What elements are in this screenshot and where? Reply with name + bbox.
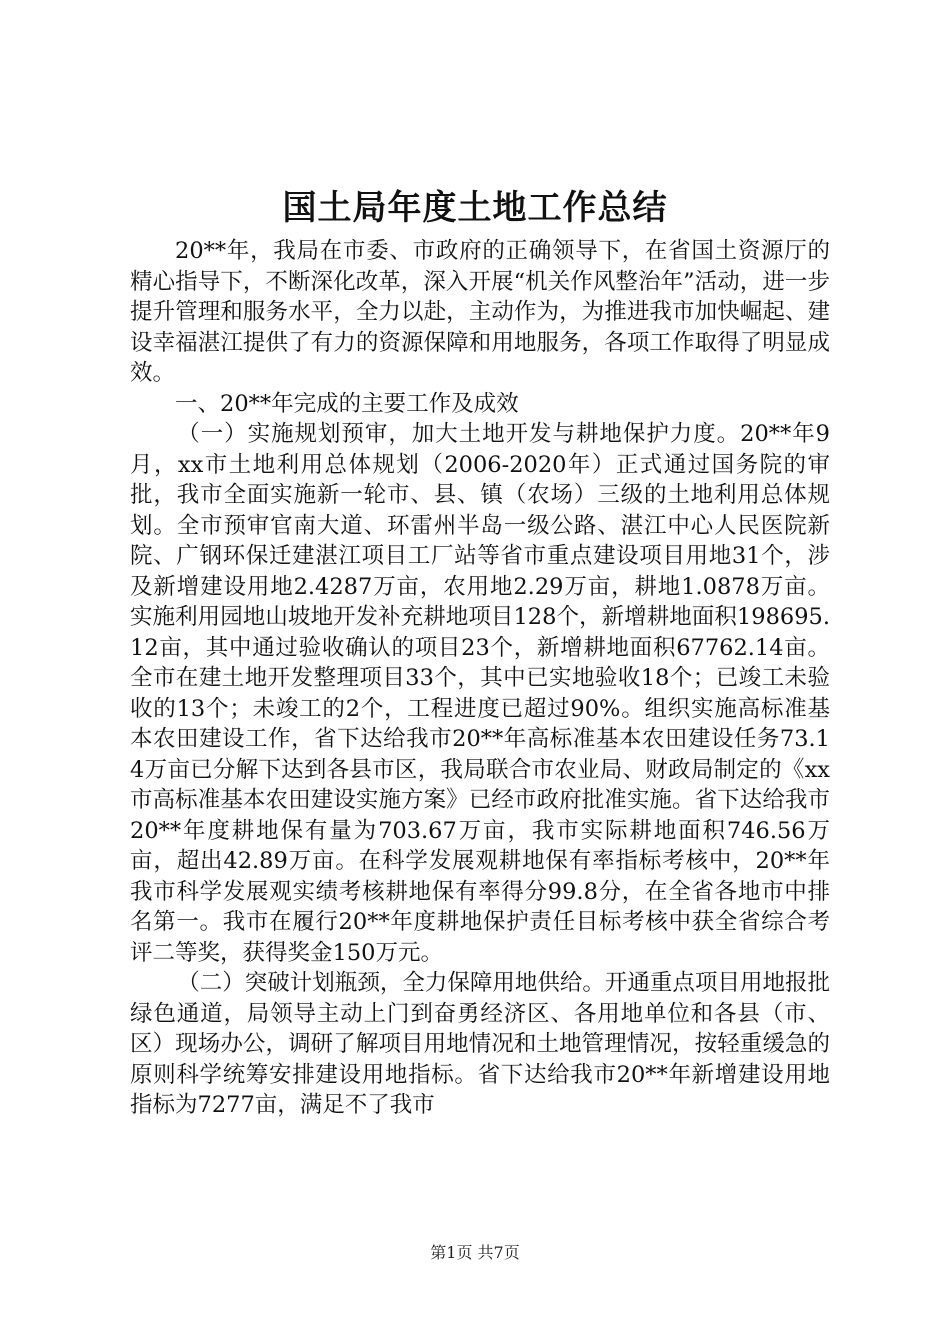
subsection-paragraph-1: （一）实施规划预审，加大土地开发与耕地保护力度。20**年9月，xx市土地利用总体规划（2006-2020年）正式通过国务院的审批，我市全面实施新一轮市、县、镇（农场）三级的土地利用总体规划。全市预审官南大道、环雷州半岛一级公路、湛江中心人民医院新院、广钢环保迁建湛江项目工厂站等省市重点建设项目用地31个，涉及新增建设用地2.4287万亩，农用地2.29万亩，耕地1.0878万亩。实施利用园地山坡地开发补充耕地项目128个，新增耕地面积198695.12亩，其中通过验收确认的项目23个，新增耕地面积67762.14亩。全市在建土地开发整理项目33个，其中已实地验收18个；已竣工未验收的13个；未竣工的2个，工程进度已超过90%。组织实施高标准基本农田建设工作，省下达给我市20**年高标准基本农田建设任务73.14万亩已分解下达到各县市区，我局联合市农业局、财政局制定的《xx市高标准基本农田建设实施方案》已经市政府批准实施。省下达给我市20**年度耕地保有量为703.67万亩，我市实际耕地面积746.56万亩，超出42.89万亩。在科学发展观耕地保有率指标考核中，20**年我市科学发展观实绩考核耕地保有率得分99.8分，在全省各地市中排名第一。我市在履行20**年度耕地保护责任目标考核中获全省综合考评二等奖，获得奖金150万元。 [130,421,830,966]
document-body [130,236,830,1121]
section-heading: 一、20**年完成的主要工作及成效 [175,390,519,417]
subsection-paragraph-2: （二）突破计划瓶颈，全力保障用地供给。开通重点项目用地报批绿色通道，局领导主动上门到奋勇经济区、各用地单位和各县（市、区）现场办公，调研了解项目用地情况和土地管理情况，按轻重缓急的原则科学统筹安排建设用地指标。省下达给我市20**年新增建设用地指标为7277亩，满足不了我市 [130,970,830,1118]
document-title: 国土局年度土地工作总结 [282,188,668,228]
page-number-footer: 第1页 共7页 [430,1243,520,1262]
intro-paragraph: 20**年，我局在市委、市政府的正确领导下，在省国土资源厅的精心指导下，不断深化改革，深入开展“机关作风整治年”活动，进一步提升管理和服务水平，全力以赴，主动作为，为推进我市加快崛起、建设幸福湛江提供了有力的资源保障和用地服务，各项工作取得了明显成效。 [130,238,830,386]
